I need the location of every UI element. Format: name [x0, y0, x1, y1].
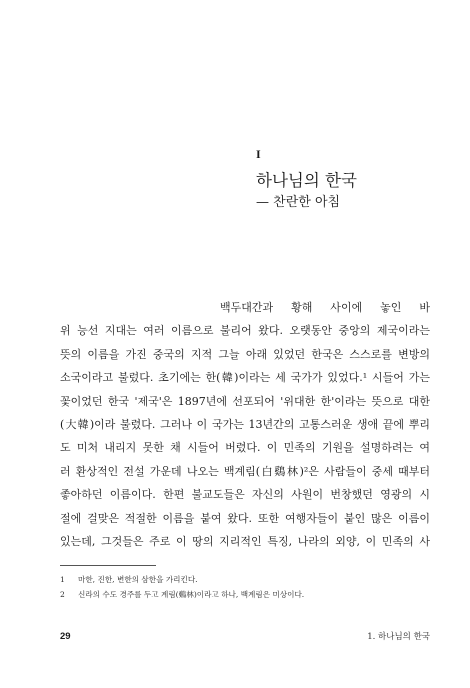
footnote-divider	[60, 565, 156, 566]
body-text	[60, 296, 430, 553]
footnotes	[60, 572, 430, 602]
footnote-text: 신라의 수도 경주를 두고 계림(鷄林)이라고 하나, 백계림은 미상이다.	[78, 590, 305, 599]
body-line: 있는데, 그것들은 주로 이 땅의 지리적인 특징, 나라의 외양, 이 민족의 사	[60, 534, 430, 548]
body-line: 도 미처 내리지 못한 채 시들어 버렸다. 이 민족의 기원을 설명하려는 여	[60, 441, 430, 455]
footnote	[60, 587, 430, 602]
chapter-heading	[256, 147, 446, 212]
body-line: 백두대간과 황해 사이에 놓인 바	[220, 301, 430, 314]
footnote-text: 마한, 진한, 변한의 삼한을 가리킨다.	[78, 575, 198, 584]
body-line: 뜻의 이름을 가진 중국의 지적 그늘 아래 있었던 한국은 스스로를 변방의	[60, 347, 430, 361]
body-line: 좋아하던 이름이다. 한편 불교도들은 자신의 사원이 번창했던 영광의 시	[60, 488, 430, 502]
body-line: 소국이라고 불렀다. 초기에는 한(韓)이라는 세 국가가 있었다.¹ 시들어 가는	[60, 371, 430, 385]
running-head: 1. 하나님의 한국	[367, 632, 430, 642]
body-line: 꽃이었던 한국 '제국'은 1897년에 선포되어 '위대한 한'이라는 뜻으로 대한	[60, 394, 430, 408]
chapter-subtitle: — 찬란한 아침	[256, 195, 341, 210]
body-line: (大韓)이라 불렸다. 그러나 이 국가는 13년간의 고통스러운 생애 끝에 뿌리	[60, 417, 430, 431]
body-line: 러 환상적인 전설 가운데 나오는 백계림(白鷄林)²은 사람들이 중세 때부터	[60, 464, 430, 478]
page-number: 29	[60, 631, 71, 642]
body-line: 위 능선 지대는 여러 이름으로 불리어 왔다. 오랫동안 중앙의 제국이라는	[60, 324, 430, 338]
body-line: 절에 걸맞은 적절한 이름을 붙여 왔다. 또한 여행자들이 붙인 많은 이름이	[60, 511, 430, 525]
chapter-number: I	[256, 147, 261, 161]
footnote-number: 1	[60, 575, 65, 584]
footnote-number: 2	[60, 590, 65, 599]
footnote	[60, 572, 430, 587]
chapter-title: 하나님의 한국	[256, 171, 357, 190]
